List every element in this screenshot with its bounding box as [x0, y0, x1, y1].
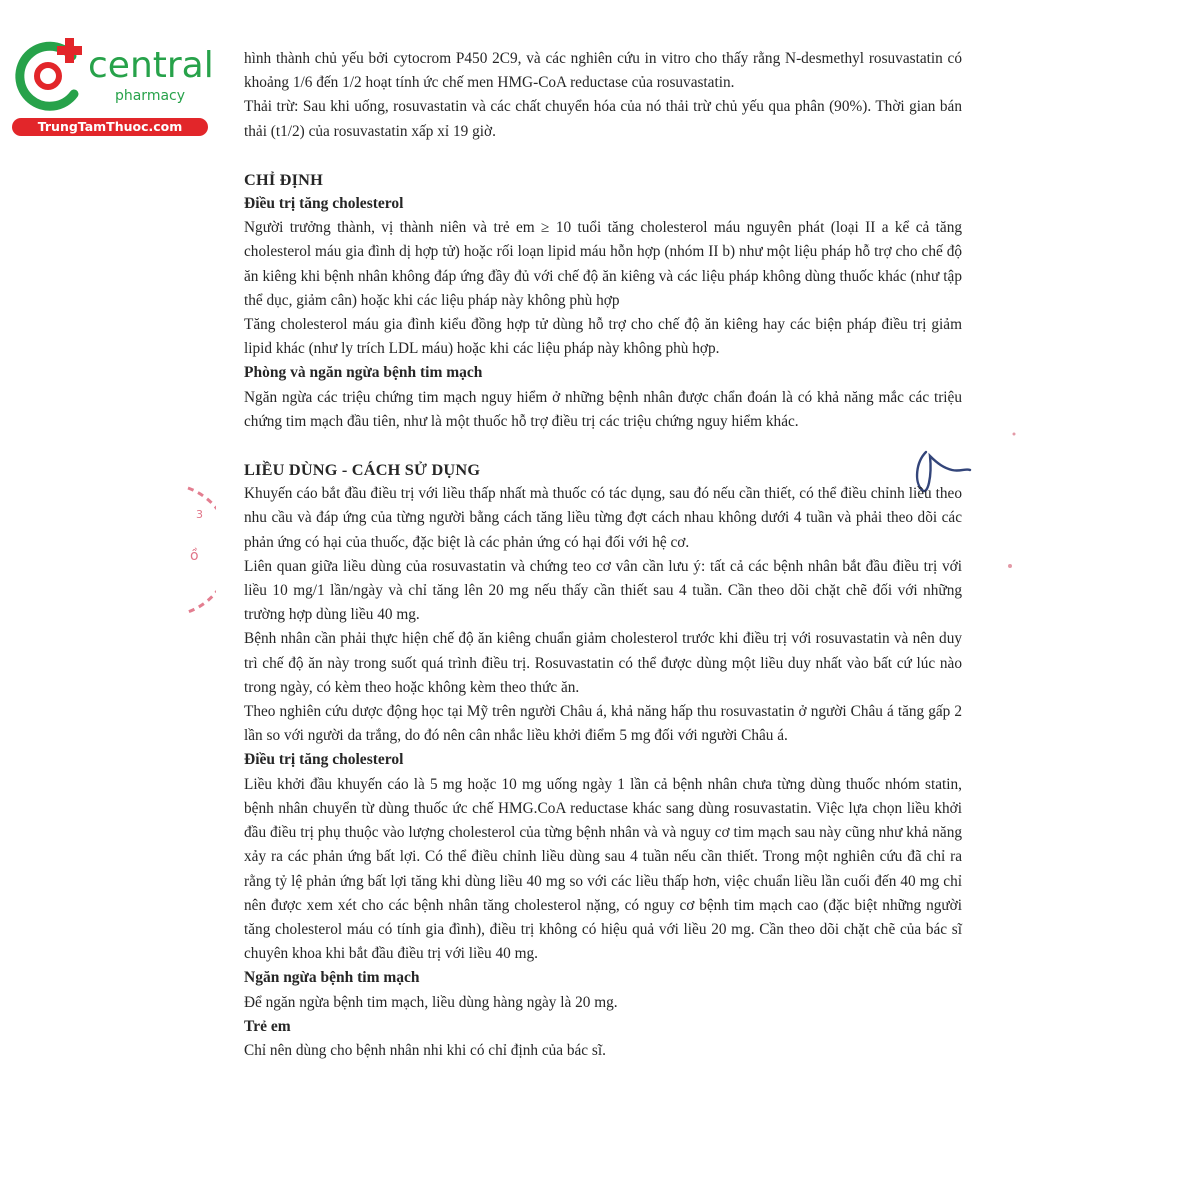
logo-brand-name: central [88, 45, 214, 86]
paragraph-dosage-2: Liên quan giữa liều dùng của rosuvastatin và chứng teo cơ vân cần lưu ý: tất cả các bệnh nhân bắt đầu điều trị với liều 10 mg/1 lần/ngày và chỉ tăng lên 20 mg nếu thấy cần thiết sau 4 tuần. Cần theo dõi chặt chẽ đối với những trường hợp dùng liều 40 mg. [244, 557, 962, 624]
paragraph-intro-metabolism: hình thành chủ yếu bởi cytocrom P450 2C9, và các nghiên cứu in vitro cho thấy rằng N-desmethyl rosuvastatin có khoảng 1/6 đến 1/2 hoạt tính ức chế men HMG-CoA reductase của rosuvastatin. [244, 50, 962, 92]
paragraph-indication-3: Ngăn ngừa các triệu chứng tim mạch nguy hiểm ở những bệnh nhân được chẩn đoán là có khả năng mắc các triệu chứng tim mạch đầu tiên, như là một thuốc hỗ trợ điều trị các triệu chứng nguy hiểm khác. [244, 388, 962, 430]
section-title-indications: CHỈ ĐỊNH [244, 169, 323, 189]
subheading-cholesterol-treatment: Điều trị tăng cholesterol [244, 195, 404, 213]
paragraph-intro-excretion: Thải trừ: Sau khi uống, rosuvastatin và các chất chuyển hóa của nó thải trừ chủ yếu qua phân (90%). Thời gian bán thải (t1/2) của rosuvastatin xấp xỉ 19 giờ. [244, 98, 962, 140]
paragraph-dosage-7: Chỉ nên dùng cho bệnh nhân nhi khi có chỉ định của bác sĩ. [244, 1041, 606, 1059]
svg-text:3: 3 [196, 508, 203, 521]
paragraph-indication-1: Người trưởng thành, vị thành niên và trẻ em ≥ 10 tuổi tăng cholesterol máu nguyên phát (loại II a kể cả tăng cholesterol máu gia đình dị hợp tử) hoặc rối loạn lipid máu hỗn hợp (nhóm II b) như một liệu pháp hỗ trợ cho chế độ ăn kiêng khi bệnh nhân không đáp ứng đầy đủ với chế độ ăn kiêng và các liệu pháp không dùng thuốc khác (như tập thể dục, giảm cân) hoặc khi các liệu pháp này không phù hợp [244, 219, 962, 309]
subheading-dosage-cardiovascular: Ngăn ngừa bệnh tim mạch [244, 969, 420, 987]
document-body [244, 47, 962, 1063]
scan-speck-mark-icon [1004, 426, 1024, 576]
paragraph-dosage-6: Để ngăn ngừa bệnh tim mạch, liều dùng hàng ngày là 20 mg. [244, 993, 618, 1011]
logo-brand-sub: pharmacy [114, 88, 186, 104]
logo-website-url[interactable]: TrungTamThuoc.com [12, 118, 208, 136]
paragraph-dosage-3: Bệnh nhân cần phải thực hiện chế độ ăn kiêng chuẩn giảm cholesterol trước khi điều trị với rosuvastatin và nên duy trì chế độ ăn này trong suốt quá trình điều trị. Rosuvastatin có thể được dùng một liều duy nhất vào bất cứ lúc nào trong ngày, có kèm theo hoặc không kèm theo thức ăn. [244, 630, 962, 696]
paragraph-dosage-1: Khuyến cáo bắt đầu điều trị với liều thấp nhất mà thuốc có tác dụng, sau đó nếu cần thiết, có thể điều chỉnh liều theo nhu cầu và đáp ứng của từng người bằng cách tăng liều từng đợt cách nhau không dưới 4 tuần và phải theo dõi các phản ứng có hại của thuốc, đặc biệt là các phản ứng có hại đối với hệ cơ. [244, 485, 962, 551]
paragraph-dosage-5: Liều khởi đầu khuyến cáo là 5 mg hoặc 10 mg uống ngày 1 lần cả bệnh nhân chưa từng dùng thuốc nhóm statin, bệnh nhân chuyển từ dùng thuốc ức chế HMG.CoA reductase khác sang dùng rosuvastatin. Việc lựa chọn liều khởi đầu điều trị phụ thuộc vào lượng cholesterol của từng bệnh nhân và và nguy cơ tim mạch sau này cũng như khả năng xảy ra các phản ứng bất lợi. Có thể điều chỉnh liều dùng sau 4 tuần nếu cần thiết. Trong một nghiên cứu đã chỉ ra rằng tỷ lệ phản ứng bất lợi tăng khi dùng liều 40 mg so với các liều thấp hơn, việc chuẩn liều lần cuối đến 40 mg chỉ nên được xem xét cho các bệnh nhân tăng cholesterol nặng, có nguy cơ bệnh tim mạch cao (đặc biệt những người tăng cholesterol máu có tính gia đình), điều trị không có hiệu quả với liều 20 mg. Cần theo dõi chặt chẽ của bác sĩ chuyên khoa khi bắt đầu điều trị với liều 40 mg. [244, 775, 962, 963]
red-stamp-seal-icon [176, 484, 216, 616]
subheading-children: Trẻ em [244, 1017, 291, 1035]
paragraph-indication-2: Tăng cholesterol máu gia đình kiểu đồng hợp tử dùng hỗ trợ cho chế độ ăn kiêng hay các biện pháp điều trị giảm lipid khác (như ly trích LDL máu) hoặc khi các liệu pháp này không phù hợp. [244, 316, 962, 358]
svg-text:ồ: ồ [190, 548, 199, 564]
subheading-dosage-cholesterol: Điều trị tăng cholesterol [244, 751, 404, 769]
section-title-dosage: LIỀU DÙNG - CÁCH SỬ DỤNG [244, 460, 481, 480]
subheading-cardiovascular-prevention: Phòng và ngăn ngừa bệnh tim mạch [244, 364, 483, 382]
paragraph-dosage-4: Theo nghiên cứu dược động học tại Mỹ trên người Châu á, khả năng hấp thu rosuvastatin ở người Châu á tăng gấp 2 lần so với người da trắng, do đó nên cân nhắc liều khởi điểm 5 mg đối với người Châu á. [244, 703, 962, 745]
central-logo-mark-icon [10, 38, 90, 118]
